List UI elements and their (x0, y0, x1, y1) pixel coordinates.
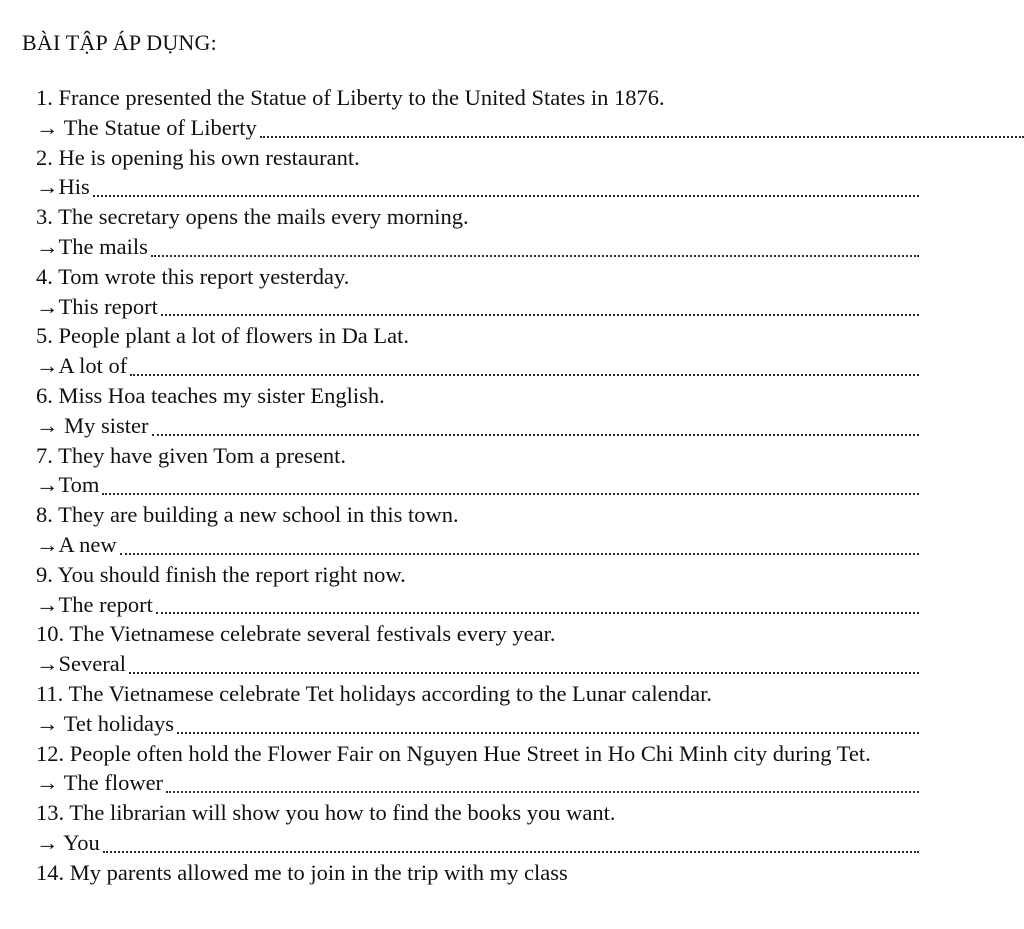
answer-prompt: A lot of (58, 353, 128, 379)
answer-line[interactable] (36, 768, 919, 798)
answer-blank[interactable] (130, 373, 919, 376)
answer-prompt: The mails (58, 233, 148, 259)
answer-blank[interactable] (102, 492, 919, 495)
answer-line[interactable] (36, 828, 919, 858)
answer-line[interactable] (36, 590, 919, 620)
arrow-icon: → (36, 233, 59, 259)
answer-prompt: Several (58, 651, 126, 677)
answer-blank[interactable] (156, 611, 919, 614)
answer-blank[interactable] (151, 254, 919, 257)
answer-line[interactable] (36, 232, 919, 262)
question-text: 3. The secretary opens the mails every morning. (36, 204, 469, 230)
exercise-item (36, 262, 1024, 322)
answer-line[interactable] (36, 530, 919, 560)
question-text: 12. People often hold the Flower Fair on Nguyen Hue Street in Ho Chi Minh city during Tet. (36, 740, 871, 766)
answer-prompt: The Statue of Liberty (58, 114, 257, 140)
answer-blank[interactable] (103, 850, 919, 853)
arrow-icon: → (36, 412, 59, 438)
exercise-item (36, 321, 1024, 381)
exercise-item (36, 500, 1024, 560)
worksheet-heading: BÀI TẬP ÁP DỤNG: (22, 30, 217, 55)
exercise-item (36, 381, 1024, 441)
answer-line[interactable] (36, 649, 919, 679)
arrow-icon: → (36, 114, 59, 140)
question-text: 2. He is opening his own restaurant. (36, 144, 360, 170)
answer-line[interactable] (36, 172, 919, 202)
exercise-item (36, 619, 1024, 679)
answer-prompt: A new (58, 531, 117, 557)
answer-line[interactable] (36, 113, 1024, 143)
exercise-list (36, 83, 1024, 888)
answer-prompt: Tom (58, 472, 100, 498)
answer-prompt: My sister (58, 412, 149, 438)
answer-blank[interactable] (93, 194, 919, 197)
answer-line[interactable] (36, 292, 919, 322)
exercise-item (36, 858, 1024, 888)
arrow-icon: → (36, 829, 59, 855)
question-text: 9. You should finish the report right now. (36, 561, 406, 587)
answer-line[interactable] (36, 351, 919, 381)
arrow-icon: → (36, 591, 59, 617)
answer-line[interactable] (36, 709, 919, 739)
arrow-icon: → (36, 293, 59, 319)
arrow-icon: → (36, 353, 59, 379)
arrow-icon: → (36, 651, 59, 677)
exercise-item (36, 739, 1024, 799)
arrow-icon: → (36, 531, 59, 557)
answer-prompt: This report (58, 293, 158, 319)
question-text: 4. Tom wrote this report yesterday. (36, 263, 350, 289)
answer-prompt: The report (58, 591, 153, 617)
exercise-item (36, 143, 1024, 203)
answer-blank[interactable] (166, 790, 919, 793)
question-text: 1. France presented the Statue of Liberty to the United States in 1876. (36, 85, 665, 110)
question-text: 8. They are building a new school in this town. (36, 502, 459, 528)
answer-blank[interactable] (260, 135, 1024, 138)
question-text: 10. The Vietnamese celebrate several festivals every year. (36, 621, 556, 647)
exercise-item (36, 798, 1024, 858)
arrow-icon: → (36, 710, 59, 736)
exercise-item (36, 441, 1024, 501)
exercise-item (36, 202, 1024, 262)
question-text: 7. They have given Tom a present. (36, 442, 347, 468)
answer-blank[interactable] (152, 433, 920, 436)
exercise-item (36, 560, 1024, 620)
answer-prompt: You (58, 829, 100, 855)
question-text: 5. People plant a lot of flowers in Da Lat. (36, 323, 410, 349)
answer-blank[interactable] (161, 313, 919, 316)
answer-prompt: His (58, 174, 90, 200)
exercise-item (36, 83, 1024, 143)
answer-blank[interactable] (177, 731, 919, 734)
arrow-icon: → (36, 770, 59, 796)
answer-line[interactable] (36, 411, 919, 441)
answer-line[interactable] (36, 470, 919, 500)
question-text: 14. My parents allowed me to join in the trip with my class (36, 859, 568, 885)
arrow-icon: → (36, 472, 59, 498)
question-text: 6. Miss Hoa teaches my sister English. (36, 382, 385, 408)
answer-prompt: Tet holidays (58, 710, 174, 736)
question-text: 11. The Vietnamese celebrate Tet holidays according to the Lunar calendar. (36, 680, 712, 706)
answer-prompt: The flower (58, 770, 164, 796)
answer-blank[interactable] (120, 552, 919, 555)
arrow-icon: → (36, 174, 59, 200)
answer-blank[interactable] (129, 671, 919, 674)
exercise-item (36, 679, 1024, 739)
question-text: 13. The librarian will show you how to find the books you want. (36, 800, 616, 826)
